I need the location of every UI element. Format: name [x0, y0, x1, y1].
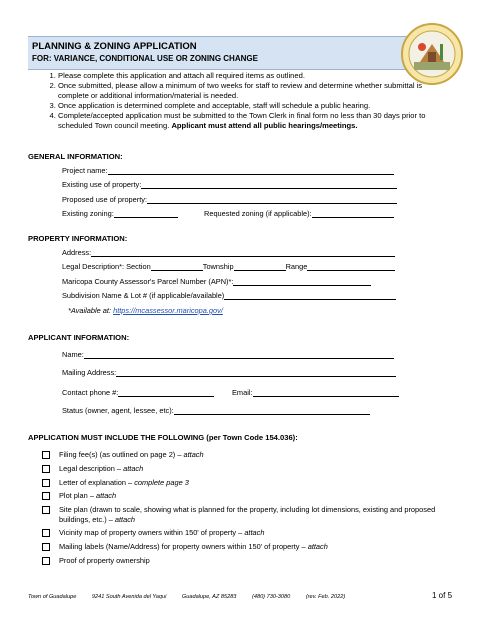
property-heading: PROPERTY INFORMATION: — [28, 234, 128, 243]
contact-phone-field[interactable]: Contact phone #: — [62, 388, 214, 397]
legal-description-field[interactable]: Legal Description*: Section Township Range — [62, 262, 395, 271]
checkbox[interactable] — [42, 479, 50, 487]
general-heading: GENERAL INFORMATION: — [28, 152, 123, 161]
checklist-item[interactable]: Mailing labels (Name/Address) for property owners within 150' of property – attach — [42, 542, 462, 551]
existing-use-field[interactable]: Existing use of property: — [62, 180, 397, 189]
form-subtitle: FOR: VARIANCE, CONDITIONAL USE OR ZONING CHANGE — [32, 54, 258, 63]
footer-address: 9241 South Avenida del Yaqui — [91, 594, 167, 600]
proposed-use-field[interactable]: Proposed use of property: — [62, 195, 397, 204]
page-footer — [28, 594, 359, 600]
subdivision-field[interactable]: Subdivision Name & Lot # (if applicable/available) — [62, 291, 396, 300]
assessor-link[interactable]: https://mcassessor.maricopa.gov/ — [113, 306, 223, 315]
address-field[interactable]: Address: — [62, 248, 395, 257]
requested-zoning-field[interactable]: Requested zoning (if applicable): — [204, 209, 394, 218]
checkbox[interactable] — [42, 557, 50, 565]
page-number: 1 of 5 — [432, 591, 453, 600]
project-name-field[interactable]: Project name: — [62, 166, 394, 175]
instruction-item: 3. Once application is determined complete and acceptable, staff will schedule a public hearing. — [58, 101, 438, 111]
checklist-item[interactable]: Proof of property ownership — [42, 556, 462, 565]
footer-town: Town of Guadalupe — [28, 594, 77, 600]
applicant-heading: APPLICANT INFORMATION: — [28, 333, 130, 342]
apn-field[interactable]: Maricopa County Assessor's Parcel Number (APN)*: — [62, 277, 371, 286]
applicant-name-field[interactable]: Name: — [62, 350, 394, 359]
footer-phone: (480) 730-3080 — [251, 594, 291, 600]
footer-city: Guadalupe, AZ 85283 — [181, 594, 237, 600]
instruction-item: 4. Complete/accepted application must be submitted to the Town Clerk in final form no less than 30 days prior to scheduled Town council meeting. Applicant must attend all public hearings/meetings. — [58, 111, 438, 131]
attend-notice: Applicant must attend all public hearings/meetings. — [171, 120, 358, 130]
assessor-note: *Available at: https://mcassessor.maricopa.gov/ — [68, 306, 223, 315]
checkbox[interactable] — [42, 465, 50, 473]
status-field[interactable]: Status (owner, agent, lessee, etc): — [62, 406, 370, 415]
checkbox[interactable] — [42, 543, 50, 551]
email-field[interactable]: Email: — [232, 388, 399, 397]
checkbox[interactable] — [42, 529, 50, 537]
checklist-item[interactable]: Filing fee(s) (as outlined on page 2) – attach — [42, 450, 462, 459]
checklist-item[interactable]: Vicinity map of property owners within 150' of property – attach — [42, 528, 462, 537]
checklist-item[interactable]: Site plan (drawn to scale, showing what is planned for the property, including lot dimensions, existing and proposed buildings, etc.) – attach — [42, 505, 462, 524]
instruction-item: 1. Please complete this application and attach all required items as outlined. — [58, 71, 438, 81]
instruction-item: 2. Once submitted, please allow a minimum of two weeks for staff to review and determine whether submittal is complete or additional information/material is needed. — [58, 81, 438, 101]
checkbox[interactable] — [42, 506, 50, 514]
checklist-item[interactable]: Letter of explanation – complete page 3 — [42, 478, 462, 487]
checklist-item[interactable]: Legal description – attach — [42, 464, 462, 473]
footer-revision: (rev. Feb. 2022) — [305, 594, 346, 600]
existing-zoning-field[interactable]: Existing zoning: — [62, 209, 178, 218]
form-title: PLANNING & ZONING APPLICATION — [32, 41, 197, 52]
checklist-item[interactable]: Plot plan – attach — [42, 491, 462, 500]
checkbox[interactable] — [42, 492, 50, 500]
instruction-list — [28, 71, 438, 130]
title-banner — [28, 36, 408, 70]
checklist-heading: APPLICATION MUST INCLUDE THE FOLLOWING (per Town Code 154.036): — [28, 433, 298, 442]
mailing-address-field[interactable]: Mailing Address: — [62, 368, 396, 377]
checkbox[interactable] — [42, 451, 50, 459]
